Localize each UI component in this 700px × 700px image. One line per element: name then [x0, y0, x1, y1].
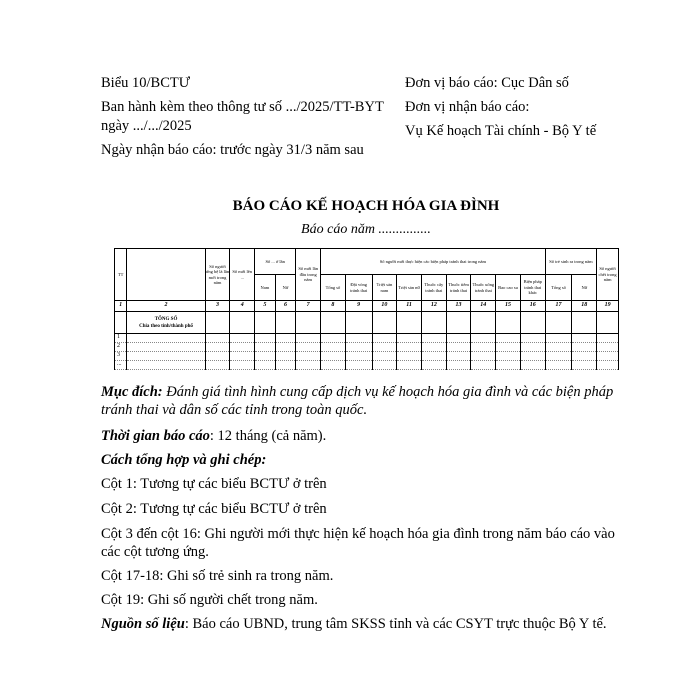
header-col16: Biện pháp tránh thai khác: [520, 275, 545, 301]
col-number: 2: [127, 301, 205, 312]
col-number: 19: [597, 301, 619, 312]
total-label-text: TỔNG SỐ: [154, 316, 178, 322]
header-col8-16: Số người mới thực hiện các biện pháp tránh thai trong năm: [321, 249, 546, 275]
total-row: [115, 312, 619, 334]
header-col8: Tổng số: [321, 275, 346, 301]
row-number: 1: [115, 334, 127, 343]
header-col11: Triệt sản nữ: [397, 275, 422, 301]
col-number: 14: [471, 301, 496, 312]
header-col5-6: Số ... ở lần: [255, 249, 296, 275]
purpose-paragraph: [101, 383, 621, 419]
col-number: 1: [115, 301, 127, 312]
col-number: 7: [296, 301, 321, 312]
col-number: 5: [255, 301, 276, 312]
col-number: 12: [421, 301, 446, 312]
col-number: 8: [321, 301, 346, 312]
form-code: Biểu 10/BCTƯ: [101, 75, 190, 91]
header-tt: TT: [115, 249, 127, 301]
col-number: 10: [372, 301, 397, 312]
col2-text: Cột 2: Tương tự các biểu BCTƯ ở trên: [101, 501, 327, 517]
table-row: [115, 334, 619, 343]
source-paragraph: [101, 615, 621, 633]
header-col4: Số mới lên ...: [230, 249, 255, 301]
header-col7: Số mới lần đầu trong năm: [296, 249, 321, 301]
col-number: 15: [496, 301, 521, 312]
header-unit: [127, 249, 205, 301]
source-text: : Báo cáo UBND, trung tâm SKSS tỉnh và các CSYT trực thuộc Bộ Y tế.: [184, 616, 607, 632]
col-number: 9: [345, 301, 372, 312]
table-row: [115, 343, 619, 352]
report-table: [114, 248, 619, 370]
time-paragraph: [101, 427, 621, 445]
row-number: 2: [115, 343, 127, 352]
receive-date: Ngày nhận báo cáo: trước ngày 31/3 năm sau: [101, 142, 364, 158]
purpose-label: Mục đích:: [101, 384, 163, 400]
col3-16-text: Cột 3 đến cột 16: Ghi người mới thực hiện kế hoạch hóa gia đình trong năm báo cáo vào các cột tương ứng.: [101, 526, 615, 560]
column-number-row: [115, 301, 619, 312]
header-col19: Số người chết trong năm: [597, 249, 619, 301]
source-label: Nguồn số liệu: [101, 616, 185, 632]
purpose-text: Đánh giá tình hình cung cấp dịch vụ kế hoạch hóa gia đình và các biện pháp tránh thai và dân số các tỉnh trong toàn quốc.: [101, 384, 614, 418]
col-number: 17: [545, 301, 572, 312]
col-number: 11: [397, 301, 422, 312]
method-heading: Cách tổng hợp và ghi chép:: [101, 452, 267, 468]
total-sub-text: Chia theo tỉnh/thành phố: [139, 323, 193, 329]
col-number: 3: [205, 301, 230, 312]
page-title: BÁO CÁO KẾ HOẠCH HÓA GIA ĐÌNH: [232, 198, 500, 214]
header-col3: Số người ứng bệ là lần mới trong năm: [205, 249, 230, 301]
header-col17-18: Số trẻ sinh ra trong năm: [545, 249, 597, 275]
header-nam: Nam: [255, 275, 276, 301]
header-col18: Nữ: [572, 275, 597, 301]
issued-with: Ban hành kèm theo thông tư số .../2025/TT-BYT: [101, 99, 384, 115]
issued-date: ngày .../.../2025: [101, 118, 192, 134]
col17-18-text: Cột 17-18: Ghi số trẻ sinh ra trong năm.: [101, 568, 334, 584]
col1-text: Cột 1: Tương tự các biểu BCTƯ ở trên: [101, 476, 327, 492]
header-col13: Thuốc tiêm tránh thai: [446, 275, 471, 301]
reporting-unit: Đơn vị báo cáo: Cục Dân số: [405, 75, 569, 91]
page-subtitle: Báo cáo năm ...............: [301, 222, 431, 237]
table-row: [115, 361, 619, 370]
col19-text: Cột 19: Ghi số người chết trong năm.: [101, 592, 318, 608]
col-number: 18: [572, 301, 597, 312]
header-col9: Đặt vòng tránh thai: [345, 275, 372, 301]
header-nu: Nữ: [275, 275, 296, 301]
receiving-unit-label: Đơn vị nhận báo cáo:: [405, 99, 530, 115]
time-label: Thời gian báo cáo: [101, 428, 210, 444]
header-col14: Thuốc uống tránh thai: [471, 275, 496, 301]
time-text: : 12 tháng (cả năm).: [209, 428, 327, 444]
receiving-unit: Vụ Kế hoạch Tài chính - Bộ Y tế: [405, 123, 597, 139]
col-number: 16: [520, 301, 545, 312]
col-number: 13: [446, 301, 471, 312]
total-label: [127, 312, 205, 334]
header-col17: Tổng số: [545, 275, 572, 301]
row-number: ...: [115, 361, 127, 370]
col-number: 6: [275, 301, 296, 312]
header-col10: Triệt sản nam: [372, 275, 397, 301]
header-col15: Bao cao su: [496, 275, 521, 301]
col-number: 4: [230, 301, 255, 312]
row-number: 3: [115, 352, 127, 361]
table-row: [115, 352, 619, 361]
header-col12: Thuốc cấy tránh thai: [421, 275, 446, 301]
